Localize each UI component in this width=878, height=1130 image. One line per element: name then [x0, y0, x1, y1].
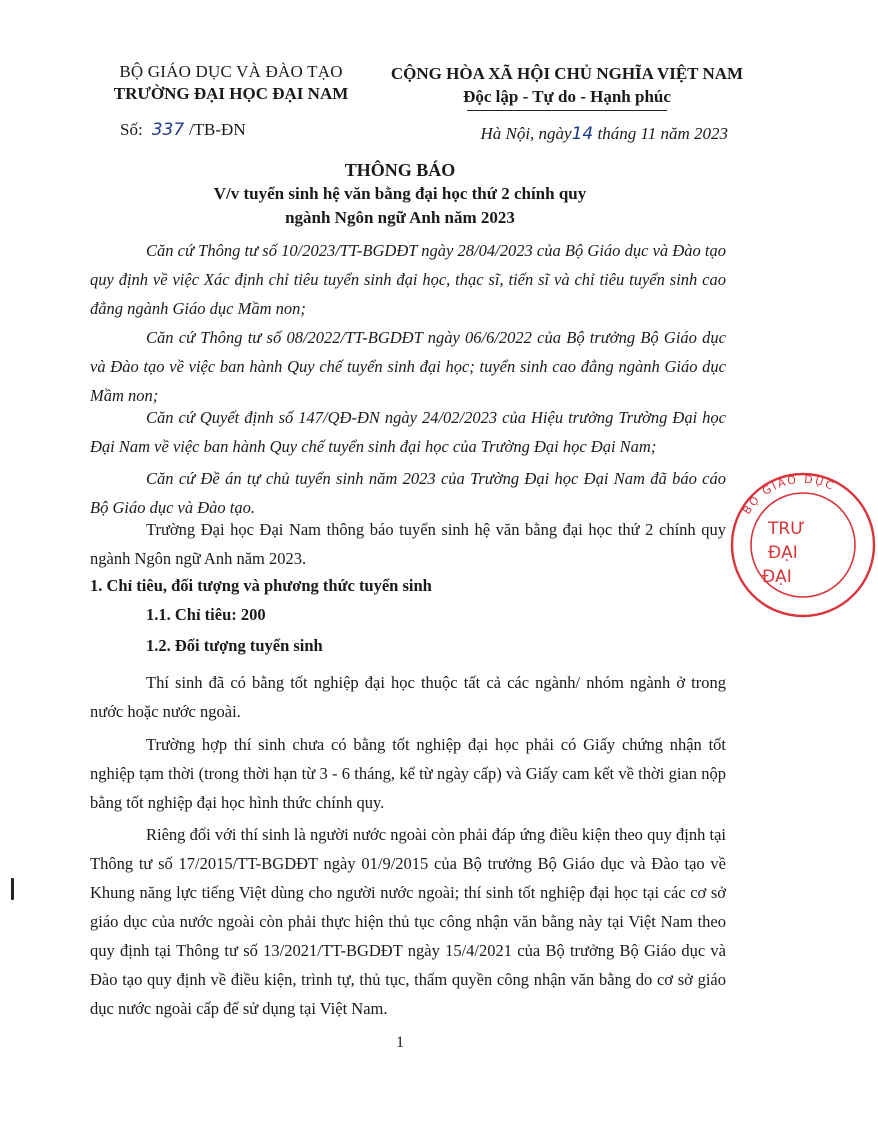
document-number	[120, 120, 246, 140]
seal-ring-text: BỘ GIÁO DỤC	[740, 472, 838, 517]
university-seal-stamp	[728, 470, 878, 620]
eligibility-paragraph-1: Thí sinh đã có bằng tốt nghiệp đại học thuộc tất cả các ngành/ nhóm ngành ở trong nước hoặc nước ngoài.	[90, 673, 726, 721]
page-number: 1	[396, 1034, 404, 1051]
national-motto: Độc lập - Tự do - Hạnh phúc	[463, 87, 671, 106]
scan-binding-mark	[11, 878, 14, 900]
doc-no-suffix: /TB-ĐN	[188, 120, 246, 139]
doc-no-label: Số:	[120, 120, 143, 139]
place-date-prefix: Hà Nội, ngày	[480, 124, 572, 143]
seal-line-3: ĐẠI	[762, 567, 792, 587]
subsection-quota: 1.1. Chỉ tiêu: 200	[146, 605, 266, 624]
eligibility-paragraph-3: Riêng đối với thí sinh là người nước ngoài còn phải đáp ứng điều kiện theo quy định tại Thông tư số 17/2015/TT-BGDĐT ngày 01/9/2015 của Bộ trưởng Bộ Giáo dục và Đào tạo về Khung năng lực tiếng Việt dùng cho người nước ngoài; thí sinh tốt nghiệp đại học tại các cơ sở giáo dục của nước ngoài còn phải thực hiện thủ tục công nhận văn bằng này tại Việt Nam theo quy định tại Thông tư số 13/2021/TT-BGDĐT ngày 15/4/2021 của Bộ trưởng Bộ Giáo dục và Đào tạo quy định về điều kiện, trình tự, thủ tục, thẩm quyền công nhận văn bằng do cơ sở giáo dục nước ngoài cấp để sử dụng tại Việt Nam.	[90, 825, 726, 1018]
university-name: TRƯỜNG ĐẠI HỌC ĐẠI NAM	[113, 84, 349, 103]
ministry-name: BỘ GIÁO DỤC VÀ ĐÀO TẠO	[119, 62, 343, 81]
eligibility-paragraph-2: Trường hợp thí sinh chưa có bằng tốt nghiệp đại học phải có Giấy chứng nhận tốt nghiệp tạm thời (trong thời hạn từ 3 - 6 tháng, kể từ ngày cấp) và Giấy cam kết về thời gian nộp bằng tốt nghiệp đại học hình thức chính quy.	[90, 735, 726, 812]
notice-subject-line2: ngành Ngôn ngữ Anh năm 2023	[285, 208, 515, 227]
motto-underline	[467, 110, 667, 111]
republic-name: CỘNG HÒA XÃ HỘI CHỦ NGHĨA VIỆT NAM	[390, 64, 744, 83]
notice-title: THÔNG BÁO	[344, 160, 456, 180]
subsection-eligibility: 1.2. Đối tượng tuyển sinh	[146, 636, 323, 655]
seal-line-2: ĐẠI	[768, 543, 798, 563]
legal-basis-2: Căn cứ Thông tư số 08/2022/TT-BGDĐT ngày 06/6/2022 của Bộ trưởng Bộ Giáo dục và Đào tạo về việc ban hành Quy chế tuyển sinh đại học; tuyển sinh cao đẳng ngành Giáo dục Mầm non;	[90, 328, 726, 405]
seal-line-1: TRƯ	[768, 519, 805, 539]
place-date-suffix: tháng 11 năm 2023	[593, 124, 728, 143]
place-date	[480, 124, 728, 144]
legal-basis-1: Căn cứ Thông tư số 10/2023/TT-BGDĐT ngày 28/04/2023 của Bộ Giáo dục và Đào tạo quy định về việc Xác định chỉ tiêu tuyển sinh đại học, thạc sĩ, tiến sĩ và chỉ tiêu tuyển sinh cao đẳng ngành Giáo dục Mầm non;	[90, 241, 726, 318]
issuer-block	[96, 62, 366, 104]
notice-subject-line1: V/v tuyển sinh hệ văn bằng đại học thứ 2 chính quy	[213, 184, 587, 203]
day-handwritten: 14	[571, 124, 594, 144]
section-heading-1: 1. Chỉ tiêu, đối tượng và phương thức tuyển sinh	[90, 576, 432, 595]
national-header	[386, 64, 748, 111]
doc-no-handwritten: 337	[151, 120, 185, 140]
legal-basis-3: Căn cứ Quyết định số 147/QĐ-ĐN ngày 24/02/2023 của Hiệu trưởng Trường Đại học Đại Nam về việc ban hành Quy chế tuyển sinh đại học của Trường Đại học Đại Nam;	[90, 408, 726, 456]
announcement-paragraph: Trường Đại học Đại Nam thông báo tuyển sinh hệ văn bằng đại học thứ 2 chính quy ngành Ngôn ngữ Anh năm 2023.	[90, 520, 726, 568]
legal-basis-4: Căn cứ Đề án tự chủ tuyển sinh năm 2023 của Trường Đại học Đại Nam đã báo cáo Bộ Giáo dục và Đào tạo.	[90, 469, 726, 517]
